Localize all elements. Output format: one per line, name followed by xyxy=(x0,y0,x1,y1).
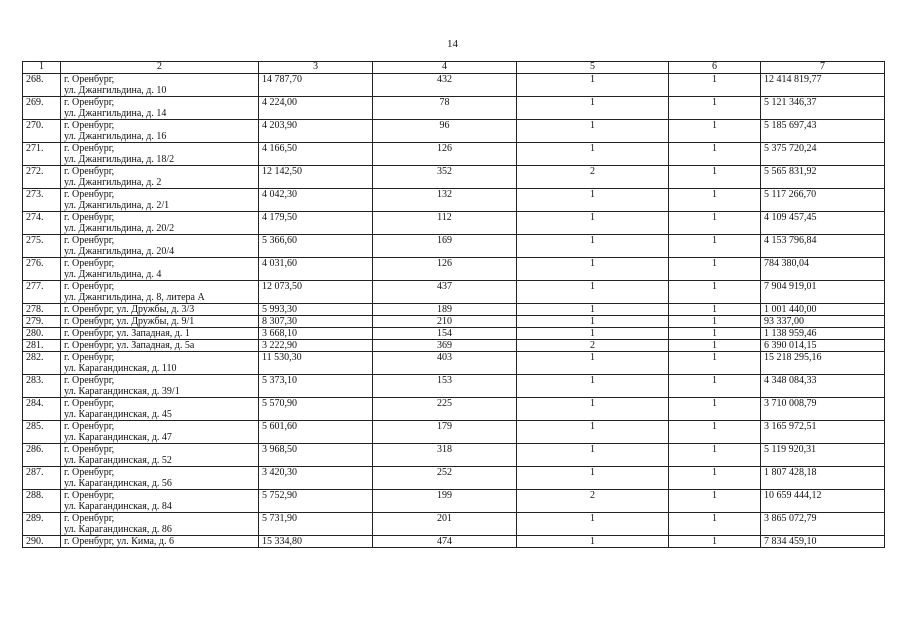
row-number: 274. xyxy=(23,212,61,235)
table-body xyxy=(23,74,885,548)
column-header: 5 xyxy=(517,62,669,74)
col4-cell: 210 xyxy=(373,316,517,328)
col4-cell: 154 xyxy=(373,328,517,340)
col5-cell: 1 xyxy=(517,74,669,97)
col5-cell: 1 xyxy=(517,258,669,281)
table-row xyxy=(23,352,885,375)
col4-cell: 252 xyxy=(373,467,517,490)
area-cell: 4 042,30 xyxy=(259,189,373,212)
col5-cell: 1 xyxy=(517,375,669,398)
col6-cell: 1 xyxy=(669,467,761,490)
col5-cell: 1 xyxy=(517,328,669,340)
address-line: г. Оренбург, xyxy=(64,212,115,223)
col4-cell: 189 xyxy=(373,304,517,316)
cost-cell: 5 375 720,24 xyxy=(761,143,885,166)
col4-cell: 199 xyxy=(373,490,517,513)
address-cell xyxy=(61,398,259,421)
area-cell: 12 142,50 xyxy=(259,166,373,189)
address-line: ул. Джангильдина, д. 20/2 xyxy=(64,223,175,234)
col4-cell: 96 xyxy=(373,120,517,143)
col5-cell: 1 xyxy=(517,316,669,328)
address-line: ул. Джангильдина, д. 16 xyxy=(64,131,167,142)
address-line: г. Оренбург, ул. Западная, д. 5а xyxy=(64,340,195,351)
page-number: 14 xyxy=(447,38,458,50)
col5-cell: 1 xyxy=(517,352,669,375)
table-row xyxy=(23,189,885,212)
row-number: 276. xyxy=(23,258,61,281)
address-cell xyxy=(61,189,259,212)
row-number: 272. xyxy=(23,166,61,189)
address-line: г. Оренбург, xyxy=(64,74,115,85)
area-cell: 5 752,90 xyxy=(259,490,373,513)
address-cell xyxy=(61,340,259,352)
column-header: 2 xyxy=(61,62,259,74)
col4-cell: 225 xyxy=(373,398,517,421)
address-line: г. Оренбург, xyxy=(64,467,115,478)
col4-cell: 318 xyxy=(373,444,517,467)
table-row xyxy=(23,444,885,467)
cost-cell: 7 904 919,01 xyxy=(761,281,885,304)
row-number: 273. xyxy=(23,189,61,212)
area-cell: 5 373,10 xyxy=(259,375,373,398)
column-header: 1 xyxy=(23,62,61,74)
row-number: 287. xyxy=(23,467,61,490)
address-line: г. Оренбург, xyxy=(64,398,115,409)
address-line: ул. Карагандинская, д. 47 xyxy=(64,432,172,443)
area-cell: 3 668,10 xyxy=(259,328,373,340)
area-cell: 3 222,90 xyxy=(259,340,373,352)
table-row xyxy=(23,143,885,166)
area-cell: 8 307,30 xyxy=(259,316,373,328)
address-cell xyxy=(61,97,259,120)
column-header: 3 xyxy=(259,62,373,74)
address-line: ул. Джангильдина, д. 8, литера А xyxy=(64,292,205,303)
address-cell xyxy=(61,258,259,281)
address-cell xyxy=(61,143,259,166)
address-line: ул. Джангильдина, д. 20/4 xyxy=(64,246,175,257)
col6-cell: 1 xyxy=(669,120,761,143)
col5-cell: 1 xyxy=(517,421,669,444)
col6-cell: 1 xyxy=(669,74,761,97)
col6-cell: 1 xyxy=(669,143,761,166)
col5-cell: 1 xyxy=(517,444,669,467)
address-line: г. Оренбург, xyxy=(64,258,115,269)
row-number: 288. xyxy=(23,490,61,513)
col5-cell: 1 xyxy=(517,235,669,258)
col5-cell: 2 xyxy=(517,340,669,352)
address-cell xyxy=(61,513,259,536)
address-cell xyxy=(61,74,259,97)
table-row xyxy=(23,340,885,352)
address-cell xyxy=(61,467,259,490)
row-number: 281. xyxy=(23,340,61,352)
col5-cell: 1 xyxy=(517,143,669,166)
col5-cell: 1 xyxy=(517,513,669,536)
address-line: г. Оренбург, xyxy=(64,490,115,501)
address-cell xyxy=(61,352,259,375)
table-row xyxy=(23,328,885,340)
address-cell xyxy=(61,120,259,143)
row-number: 285. xyxy=(23,421,61,444)
address-line: ул. Карагандинская, д. 39/1 xyxy=(64,386,180,397)
col4-cell: 179 xyxy=(373,421,517,444)
col6-cell: 1 xyxy=(669,235,761,258)
col5-cell: 2 xyxy=(517,166,669,189)
col6-cell: 1 xyxy=(669,352,761,375)
row-number: 282. xyxy=(23,352,61,375)
address-line: г. Оренбург, xyxy=(64,235,115,246)
area-cell: 5 993,30 xyxy=(259,304,373,316)
address-line: ул. Джангильдина, д. 18/2 xyxy=(64,154,175,165)
table-row xyxy=(23,235,885,258)
area-cell: 12 073,50 xyxy=(259,281,373,304)
col6-cell: 1 xyxy=(669,316,761,328)
table-row xyxy=(23,304,885,316)
cost-cell: 3 865 072,79 xyxy=(761,513,885,536)
col6-cell: 1 xyxy=(669,258,761,281)
address-line: ул. Джангильдина, д. 10 xyxy=(64,85,167,96)
col5-cell: 1 xyxy=(517,536,669,548)
col6-cell: 1 xyxy=(669,97,761,120)
cost-cell: 5 117 266,70 xyxy=(761,189,885,212)
row-number: 279. xyxy=(23,316,61,328)
address-line: г. Оренбург, xyxy=(64,375,115,386)
address-line: ул. Карагандинская, д. 84 xyxy=(64,501,172,512)
col4-cell: 201 xyxy=(373,513,517,536)
address-cell xyxy=(61,536,259,548)
col6-cell: 1 xyxy=(669,281,761,304)
address-cell xyxy=(61,281,259,304)
cost-cell: 5 121 346,37 xyxy=(761,97,885,120)
area-cell: 4 166,50 xyxy=(259,143,373,166)
row-number: 284. xyxy=(23,398,61,421)
col6-cell: 1 xyxy=(669,375,761,398)
cost-cell: 12 414 819,77 xyxy=(761,74,885,97)
table-row xyxy=(23,467,885,490)
address-line: ул. Джангильдина, д. 2 xyxy=(64,177,162,188)
col4-cell: 126 xyxy=(373,258,517,281)
address-line: г. Оренбург, xyxy=(64,421,115,432)
address-line: г. Оренбург, xyxy=(64,97,115,108)
table-row xyxy=(23,536,885,548)
col6-cell: 1 xyxy=(669,328,761,340)
col4-cell: 474 xyxy=(373,536,517,548)
col6-cell: 1 xyxy=(669,421,761,444)
area-cell: 5 601,60 xyxy=(259,421,373,444)
data-table xyxy=(22,61,885,548)
table-row xyxy=(23,97,885,120)
row-number: 271. xyxy=(23,143,61,166)
area-cell: 14 787,70 xyxy=(259,74,373,97)
row-number: 286. xyxy=(23,444,61,467)
address-line: ул. Карагандинская, д. 56 xyxy=(64,478,172,489)
address-cell xyxy=(61,166,259,189)
address-cell xyxy=(61,316,259,328)
cost-cell: 1 001 440,00 xyxy=(761,304,885,316)
address-line: г. Оренбург, ул. Кима, д. 6 xyxy=(64,536,175,547)
address-line: г. Оренбург, xyxy=(64,513,115,524)
table-row xyxy=(23,74,885,97)
area-cell: 11 530,30 xyxy=(259,352,373,375)
area-cell: 3 968,50 xyxy=(259,444,373,467)
table-row xyxy=(23,281,885,304)
col4-cell: 132 xyxy=(373,189,517,212)
area-cell: 5 366,60 xyxy=(259,235,373,258)
cost-cell: 1 807 428,18 xyxy=(761,467,885,490)
col5-cell: 2 xyxy=(517,490,669,513)
col4-cell: 403 xyxy=(373,352,517,375)
col6-cell: 1 xyxy=(669,444,761,467)
col4-cell: 169 xyxy=(373,235,517,258)
row-number: 290. xyxy=(23,536,61,548)
row-number: 278. xyxy=(23,304,61,316)
cost-cell: 4 153 796,84 xyxy=(761,235,885,258)
area-cell: 4 179,50 xyxy=(259,212,373,235)
col4-cell: 153 xyxy=(373,375,517,398)
col4-cell: 432 xyxy=(373,74,517,97)
col4-cell: 112 xyxy=(373,212,517,235)
col6-cell: 1 xyxy=(669,490,761,513)
address-line: ул. Карагандинская, д. 86 xyxy=(64,524,172,535)
col6-cell: 1 xyxy=(669,340,761,352)
row-number: 283. xyxy=(23,375,61,398)
cost-cell: 5 565 831,92 xyxy=(761,166,885,189)
col5-cell: 1 xyxy=(517,97,669,120)
col5-cell: 1 xyxy=(517,212,669,235)
col5-cell: 1 xyxy=(517,304,669,316)
row-number: 280. xyxy=(23,328,61,340)
col6-cell: 1 xyxy=(669,212,761,235)
col6-cell: 1 xyxy=(669,304,761,316)
address-cell xyxy=(61,421,259,444)
column-header: 7 xyxy=(761,62,885,74)
col4-cell: 369 xyxy=(373,340,517,352)
area-cell: 4 203,90 xyxy=(259,120,373,143)
table-row xyxy=(23,375,885,398)
table-row xyxy=(23,258,885,281)
row-number: 275. xyxy=(23,235,61,258)
cost-cell: 10 659 444,12 xyxy=(761,490,885,513)
address-cell xyxy=(61,328,259,340)
col6-cell: 1 xyxy=(669,398,761,421)
col6-cell: 1 xyxy=(669,189,761,212)
table-header-row xyxy=(23,62,885,74)
cost-cell: 4 348 084,33 xyxy=(761,375,885,398)
cost-cell: 6 390 014,15 xyxy=(761,340,885,352)
cost-cell: 7 834 459,10 xyxy=(761,536,885,548)
cost-cell: 3 710 008,79 xyxy=(761,398,885,421)
col4-cell: 437 xyxy=(373,281,517,304)
col5-cell: 1 xyxy=(517,281,669,304)
cost-cell: 15 218 295,16 xyxy=(761,352,885,375)
col4-cell: 78 xyxy=(373,97,517,120)
address-cell xyxy=(61,212,259,235)
cost-cell: 5 185 697,43 xyxy=(761,120,885,143)
row-number: 269. xyxy=(23,97,61,120)
table-row xyxy=(23,490,885,513)
table-row xyxy=(23,120,885,143)
address-cell xyxy=(61,444,259,467)
row-number: 270. xyxy=(23,120,61,143)
address-line: г. Оренбург, xyxy=(64,189,115,200)
address-line: г. Оренбург, xyxy=(64,166,115,177)
col6-cell: 1 xyxy=(669,536,761,548)
address-line: г. Оренбург, ул. Западная, д. 1 xyxy=(64,328,190,339)
address-line: ул. Карагандинская, д. 110 xyxy=(64,363,177,374)
row-number: 289. xyxy=(23,513,61,536)
cost-cell: 5 119 920,31 xyxy=(761,444,885,467)
area-cell: 5 570,90 xyxy=(259,398,373,421)
table-row xyxy=(23,513,885,536)
address-line: г. Оренбург, xyxy=(64,444,115,455)
address-cell xyxy=(61,375,259,398)
address-cell xyxy=(61,235,259,258)
col5-cell: 1 xyxy=(517,467,669,490)
address-cell xyxy=(61,304,259,316)
address-line: г. Оренбург, xyxy=(64,281,115,292)
address-cell xyxy=(61,490,259,513)
address-line: г. Оренбург, xyxy=(64,352,115,363)
cost-cell: 93 337,00 xyxy=(761,316,885,328)
table-row xyxy=(23,166,885,189)
table-row xyxy=(23,316,885,328)
table-row xyxy=(23,421,885,444)
cost-cell: 1 138 959,46 xyxy=(761,328,885,340)
column-header: 6 xyxy=(669,62,761,74)
address-line: ул. Джангильдина, д. 14 xyxy=(64,108,167,119)
col5-cell: 1 xyxy=(517,189,669,212)
cost-cell: 4 109 457,45 xyxy=(761,212,885,235)
table-row xyxy=(23,398,885,421)
address-line: г. Оренбург, ул. Дружбы, д. 9/1 xyxy=(64,316,195,327)
row-number: 268. xyxy=(23,74,61,97)
cost-cell: 784 380,04 xyxy=(761,258,885,281)
table-row xyxy=(23,212,885,235)
col5-cell: 1 xyxy=(517,398,669,421)
area-cell: 4 224,00 xyxy=(259,97,373,120)
column-header: 4 xyxy=(373,62,517,74)
area-cell: 15 334,80 xyxy=(259,536,373,548)
col6-cell: 1 xyxy=(669,166,761,189)
row-number: 277. xyxy=(23,281,61,304)
col6-cell: 1 xyxy=(669,513,761,536)
address-line: ул. Джангильдина, д. 4 xyxy=(64,269,162,280)
address-line: г. Оренбург, xyxy=(64,143,115,154)
address-line: ул. Джангильдина, д. 2/1 xyxy=(64,200,170,211)
area-cell: 5 731,90 xyxy=(259,513,373,536)
cost-cell: 3 165 972,51 xyxy=(761,421,885,444)
col4-cell: 352 xyxy=(373,166,517,189)
col4-cell: 126 xyxy=(373,143,517,166)
col5-cell: 1 xyxy=(517,120,669,143)
area-cell: 3 420,30 xyxy=(259,467,373,490)
address-line: г. Оренбург, xyxy=(64,120,115,131)
address-line: г. Оренбург, ул. Дружбы, д. 3/3 xyxy=(64,304,195,315)
area-cell: 4 031,60 xyxy=(259,258,373,281)
address-line: ул. Карагандинская, д. 52 xyxy=(64,455,172,466)
address-line: ул. Карагандинская, д. 45 xyxy=(64,409,172,420)
